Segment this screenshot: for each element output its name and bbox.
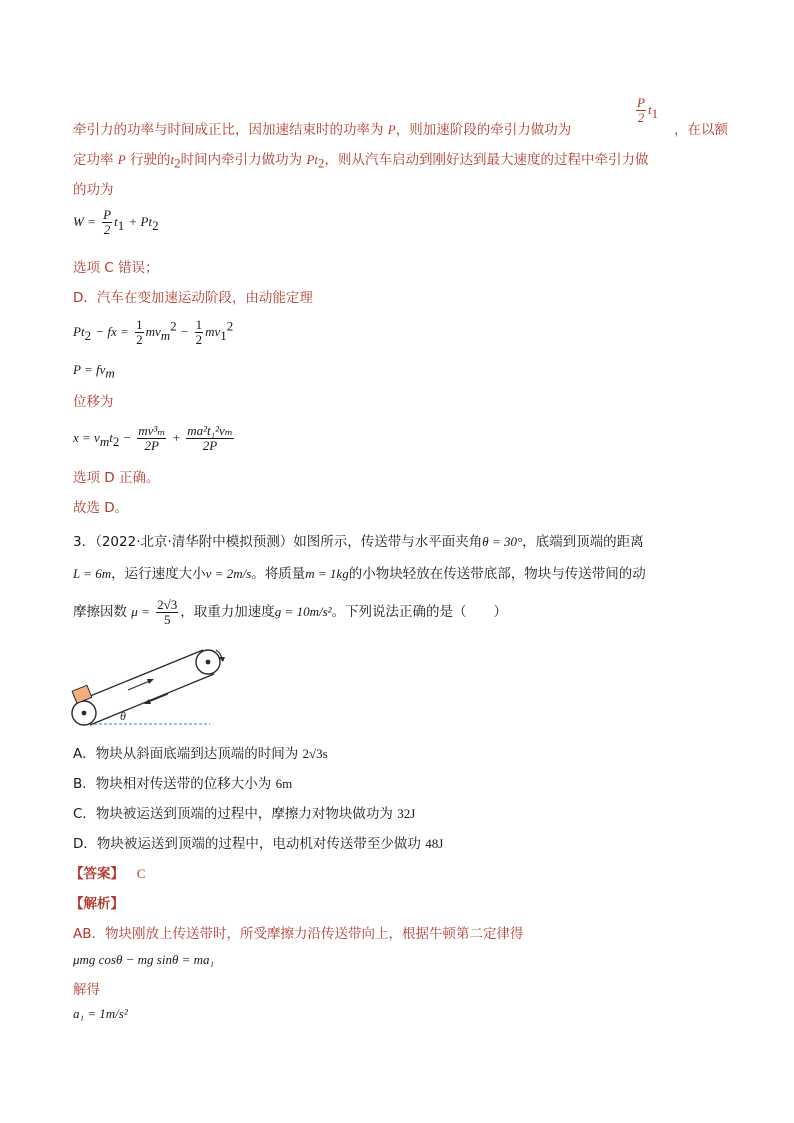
displacement-label <box>73 390 114 410</box>
top-roller-axle <box>206 660 211 665</box>
math-term: Pt <box>73 324 85 340</box>
numerator: 2√3 <box>157 597 178 612</box>
answer-label: 【答案】 <box>70 866 124 882</box>
fraction <box>102 208 112 236</box>
text-span: A．物块从斜面底端到达顶端的时间为 <box>73 746 299 762</box>
numerator: 1 <box>136 317 143 332</box>
math-t: t <box>114 214 118 230</box>
text-span: 行驶的 <box>130 152 171 168</box>
subscript: m <box>105 365 115 381</box>
equation-lhs: W = <box>73 214 96 230</box>
question-line-1 <box>73 530 644 550</box>
math-term: x = v <box>73 430 100 446</box>
prev-line-2 <box>73 148 649 171</box>
option-d-correct <box>73 466 159 486</box>
fraction <box>195 318 204 346</box>
bottom-roller-axle <box>82 711 87 716</box>
numerator: mv³ₘ <box>138 423 166 438</box>
text-span: 解得 <box>73 982 100 998</box>
math-Pt: Pt <box>306 152 319 167</box>
analysis-ab <box>73 922 524 942</box>
numerator: ma²t₁²vₘ <box>187 423 233 438</box>
text-span: ，底端到顶端的距离 <box>522 534 644 550</box>
prev-line-1-fraction <box>634 96 658 124</box>
math-term: P = fv <box>73 362 106 377</box>
subscript: 1 <box>220 327 227 343</box>
text-span: 故选 D。 <box>73 500 129 516</box>
text-span: ，则从汽车启动到刚好达到最大速度的过程中牵引力做 <box>324 152 649 168</box>
denominator: 2 <box>637 109 645 125</box>
text-span: ，运行速度大小 <box>111 566 206 582</box>
superscript: 2 <box>170 318 177 334</box>
answer-value: C <box>136 866 146 881</box>
math-term: t <box>109 430 113 446</box>
math-m: m = 1kg <box>305 566 349 581</box>
subscript: 1 <box>651 105 659 121</box>
denominator: 2 <box>195 331 203 347</box>
option-c-wrong <box>73 256 159 276</box>
denominator: 5 <box>156 612 178 627</box>
belt-down-arrow <box>144 694 168 704</box>
equation-newton <box>73 952 214 968</box>
text-span: 。下列说法正确的是（ ） <box>331 604 508 621</box>
text-span: AB．物块刚放上传送带时，所受摩擦力沿传送带向上，根据牛顿第二定律得 <box>73 926 524 942</box>
numerator: P <box>637 95 645 110</box>
text-span: 的功为 <box>73 182 114 198</box>
belt-up-arrow <box>128 679 154 690</box>
equation-energy <box>73 318 233 346</box>
subscript: m <box>160 327 171 343</box>
block <box>72 685 92 703</box>
option-d-intro <box>73 286 313 306</box>
text-span: 3．（2022·北京·清华附中模拟预测）如图所示，传送带与水平面夹角 <box>73 534 483 550</box>
math-t: t <box>170 152 175 167</box>
text-span: B．物块相对传送带的位移大小为 <box>73 776 272 792</box>
text-span: D．汽车在变加速运动阶段，由动能定理 <box>73 290 313 306</box>
math-P: P <box>117 152 126 167</box>
analysis-label <box>70 892 124 912</box>
text-span: 。将质量 <box>251 566 306 582</box>
option-d-value: 48J <box>425 836 444 851</box>
belt-bottom-edge <box>90 674 214 725</box>
text-span: 选项 D 正确。 <box>73 470 160 486</box>
text-span: ，则加速阶段的牵引力做功为 <box>395 122 572 138</box>
math-term: a₁ = 1m/s² <box>73 1006 128 1021</box>
equation-displacement <box>73 424 236 452</box>
math-operator: + <box>172 430 180 446</box>
math-term: − fx = <box>95 324 129 340</box>
question-line-3 <box>73 598 507 626</box>
text-span: 定功率 <box>73 152 114 168</box>
subscript: 2 <box>174 155 181 171</box>
option-b-value: 6m <box>275 776 293 791</box>
conveyor-belt-diagram <box>68 638 248 734</box>
option-b <box>73 772 292 792</box>
text-span: 摩擦因数 <box>73 604 127 621</box>
equation-work <box>73 208 159 236</box>
subscript: 1 <box>117 217 125 233</box>
text-span: 时间内牵引力做功为 <box>180 152 303 168</box>
prev-line-3 <box>73 178 114 198</box>
fraction <box>186 424 234 452</box>
math-g: g = 10m/s² <box>274 604 332 620</box>
math-operator: − <box>123 430 131 446</box>
superscript: 2 <box>226 318 234 334</box>
text-span: C．物块被运送到顶端的过程中，摩擦力对物块做功为 <box>73 806 393 822</box>
math-term: mv <box>205 324 221 340</box>
denominator: 2P <box>186 438 234 453</box>
answer-line <box>70 862 145 882</box>
denominator: 2P <box>137 438 166 453</box>
final-choice <box>73 496 128 516</box>
fraction <box>636 96 646 124</box>
math-operator: − <box>180 324 189 340</box>
option-c-value: 32J <box>397 806 416 821</box>
text-span: ，在以额 <box>674 122 728 138</box>
numerator: 1 <box>195 317 203 332</box>
math-theta: θ = 30° <box>482 534 523 549</box>
solve-label <box>73 978 100 998</box>
fraction <box>156 598 178 626</box>
math-P: P <box>387 122 396 137</box>
denominator: 2 <box>103 221 111 237</box>
math-term: + Pt <box>128 214 153 230</box>
denominator: 2 <box>136 331 143 347</box>
math-t: t <box>647 102 652 118</box>
text-span: 牵引力的功率与时间成正比，因加速结束时的功率为 <box>73 122 384 138</box>
math-mu: μ = <box>131 604 150 620</box>
numerator: P <box>103 207 112 222</box>
text-span: ，取重力加速度 <box>180 604 275 621</box>
option-a <box>73 742 328 762</box>
math-v: v = 2m/s <box>205 566 252 581</box>
subscript: 2 <box>318 155 325 171</box>
subscript: 2 <box>152 217 159 233</box>
belt-top-edge <box>78 650 203 701</box>
prev-line-1-tail <box>674 118 728 138</box>
math-term: μmg cosθ − mg sinθ = ma₁ <box>73 952 215 967</box>
option-a-value: 2√3s <box>302 746 328 761</box>
subscript: m <box>99 433 110 449</box>
text-span: 【解析】 <box>70 896 124 912</box>
text-span: 位移为 <box>73 394 114 410</box>
option-c <box>73 802 415 822</box>
text-span: 选项 C 错误； <box>73 260 159 276</box>
angle-theta-label: θ <box>120 709 126 723</box>
option-d <box>73 832 443 852</box>
question-line-2 <box>73 562 646 582</box>
fraction <box>137 424 166 452</box>
equation-power <box>73 362 115 381</box>
text-span: D．物块被运送到顶端的过程中，电动机对传送带至少做功 <box>73 836 421 852</box>
equation-acceleration <box>73 1006 128 1022</box>
prev-line-1 <box>73 118 571 138</box>
math-L: L = 6m <box>73 566 112 581</box>
fraction <box>135 318 144 346</box>
subscript: 2 <box>84 327 92 343</box>
math-term: mv <box>145 324 161 340</box>
subscript: 2 <box>112 433 120 449</box>
text-span: 的小物块轻放在传送带底部，物块与传送带间的动 <box>348 566 646 582</box>
